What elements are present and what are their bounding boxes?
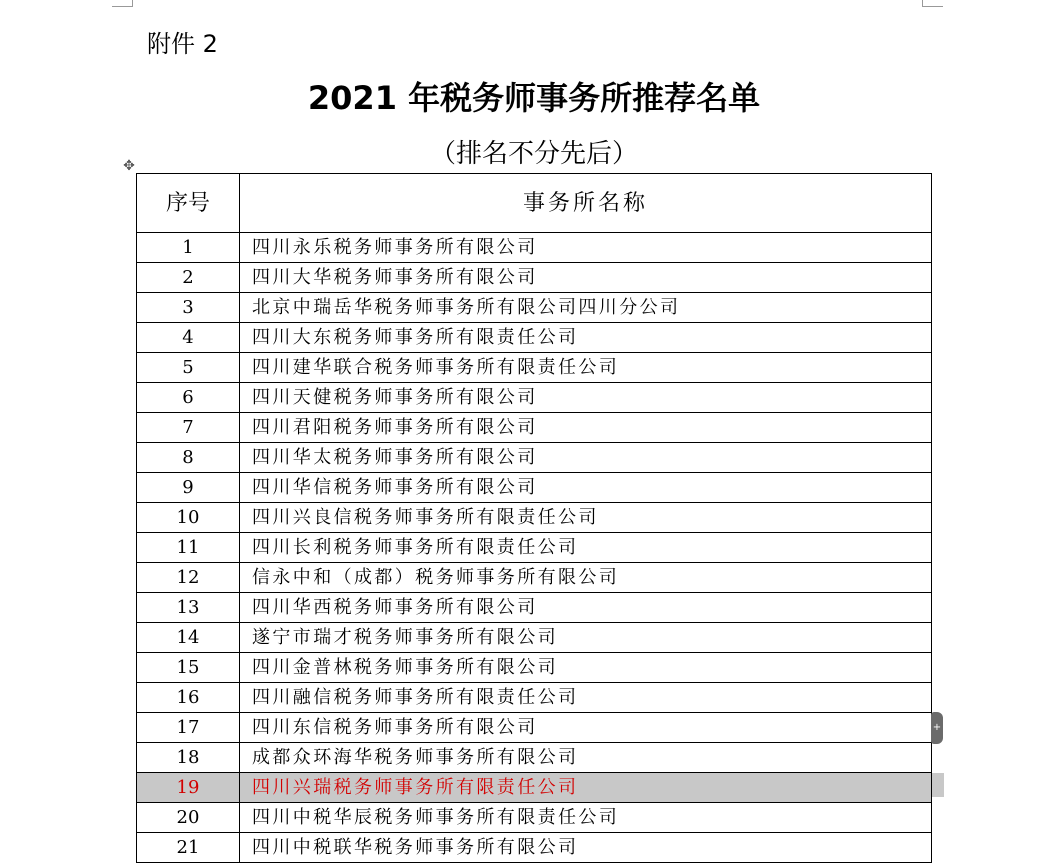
row-number-cell[interactable]: 10 [137, 503, 240, 533]
firm-name-cell[interactable]: 四川大东税务师事务所有限责任公司 [240, 323, 932, 353]
firm-name-cell[interactable]: 四川兴良信税务师事务所有限责任公司 [240, 503, 932, 533]
table-row[interactable] [137, 593, 932, 623]
row-number-cell[interactable]: 9 [137, 473, 240, 503]
row-number-cell[interactable]: 6 [137, 383, 240, 413]
firm-name-cell[interactable]: 四川东信税务师事务所有限公司 [240, 713, 932, 743]
row-number-cell[interactable]: 12 [137, 563, 240, 593]
row-number-cell[interactable]: 2 [137, 263, 240, 293]
document-subtitle: （排名不分先后） [429, 139, 638, 169]
table-row[interactable] [137, 353, 932, 383]
firm-name-cell[interactable]: 遂宁市瑞才税务师事务所有限公司 [240, 623, 932, 653]
table-header-row [137, 174, 932, 233]
firm-name-cell[interactable]: 四川华西税务师事务所有限公司 [240, 593, 932, 623]
table-move-handle-icon[interactable]: ✥ [123, 158, 135, 174]
firm-name-cell[interactable]: 四川中税联华税务师事务所有限公司 [240, 833, 932, 863]
table-row[interactable] [137, 563, 932, 593]
row-number-cell[interactable]: 5 [137, 353, 240, 383]
table-row[interactable] [137, 443, 932, 473]
firm-name-cell[interactable]: 四川金普林税务师事务所有限公司 [240, 653, 932, 683]
table-row[interactable] [137, 413, 932, 443]
table-row[interactable] [137, 833, 932, 863]
firm-name-cell[interactable]: 四川中税华辰税务师事务所有限责任公司 [240, 803, 932, 833]
row-number-cell[interactable]: 15 [137, 653, 240, 683]
row-number-cell[interactable]: 7 [137, 413, 240, 443]
page-corner-mark-left [112, 0, 133, 7]
firm-name-cell[interactable]: 成都众环海华税务师事务所有限公司 [240, 743, 932, 773]
page-corner-mark-right [922, 0, 943, 7]
table-row[interactable] [137, 803, 932, 833]
row-number-cell[interactable]: 21 [137, 833, 240, 863]
table-row[interactable] [137, 713, 932, 743]
table-row[interactable] [137, 293, 932, 323]
table-row[interactable] [137, 683, 932, 713]
table-row[interactable] [137, 473, 932, 503]
row-number-cell[interactable]: 18 [137, 743, 240, 773]
table-row[interactable] [137, 623, 932, 653]
firm-name-cell[interactable]: 四川兴瑞税务师事务所有限责任公司 [240, 773, 932, 803]
firm-name-cell[interactable]: 四川建华联合税务师事务所有限责任公司 [240, 353, 932, 383]
firm-name-cell[interactable]: 四川永乐税务师事务所有限公司 [240, 233, 932, 263]
table-row[interactable] [137, 773, 932, 803]
row-number-cell[interactable]: 4 [137, 323, 240, 353]
firm-name-cell[interactable]: 北京中瑞岳华税务师事务所有限公司四川分公司 [240, 293, 932, 323]
firm-name-cell[interactable]: 四川长利税务师事务所有限责任公司 [240, 533, 932, 563]
firm-name-cell[interactable]: 四川大华税务师事务所有限公司 [240, 263, 932, 293]
row-number-cell[interactable]: 14 [137, 623, 240, 653]
firm-name-cell[interactable]: 信永中和（成都）税务师事务所有限公司 [240, 563, 932, 593]
table-add-row-icon[interactable]: + [931, 712, 943, 744]
table-row[interactable] [137, 533, 932, 563]
row-number-cell[interactable]: 3 [137, 293, 240, 323]
firm-name-cell[interactable]: 四川华太税务师事务所有限公司 [240, 443, 932, 473]
attachment-label: 附件 2 [147, 30, 218, 58]
header-firm-name[interactable]: 事务所名称 [240, 174, 932, 233]
table-row[interactable] [137, 383, 932, 413]
table-row[interactable] [137, 743, 932, 773]
firm-list-table [136, 173, 932, 863]
firm-name-cell[interactable]: 四川华信税务师事务所有限公司 [240, 473, 932, 503]
firm-name-cell[interactable]: 四川天健税务师事务所有限公司 [240, 383, 932, 413]
row-number-cell[interactable]: 16 [137, 683, 240, 713]
row-number-cell[interactable]: 19 [137, 773, 240, 803]
firm-name-cell[interactable]: 四川融信税务师事务所有限责任公司 [240, 683, 932, 713]
header-number[interactable]: 序号 [137, 174, 240, 233]
selection-overflow [932, 773, 944, 797]
row-number-cell[interactable]: 13 [137, 593, 240, 623]
document-title: 2021 年税务师事务所推荐名单 [307, 79, 761, 117]
table-row[interactable] [137, 503, 932, 533]
row-number-cell[interactable]: 17 [137, 713, 240, 743]
row-number-cell[interactable]: 20 [137, 803, 240, 833]
firm-name-cell[interactable]: 四川君阳税务师事务所有限公司 [240, 413, 932, 443]
row-number-cell[interactable]: 11 [137, 533, 240, 563]
table-row[interactable] [137, 233, 932, 263]
row-number-cell[interactable]: 8 [137, 443, 240, 473]
table-row[interactable] [137, 263, 932, 293]
table-row[interactable] [137, 323, 932, 353]
table-row[interactable] [137, 653, 932, 683]
row-number-cell[interactable]: 1 [137, 233, 240, 263]
